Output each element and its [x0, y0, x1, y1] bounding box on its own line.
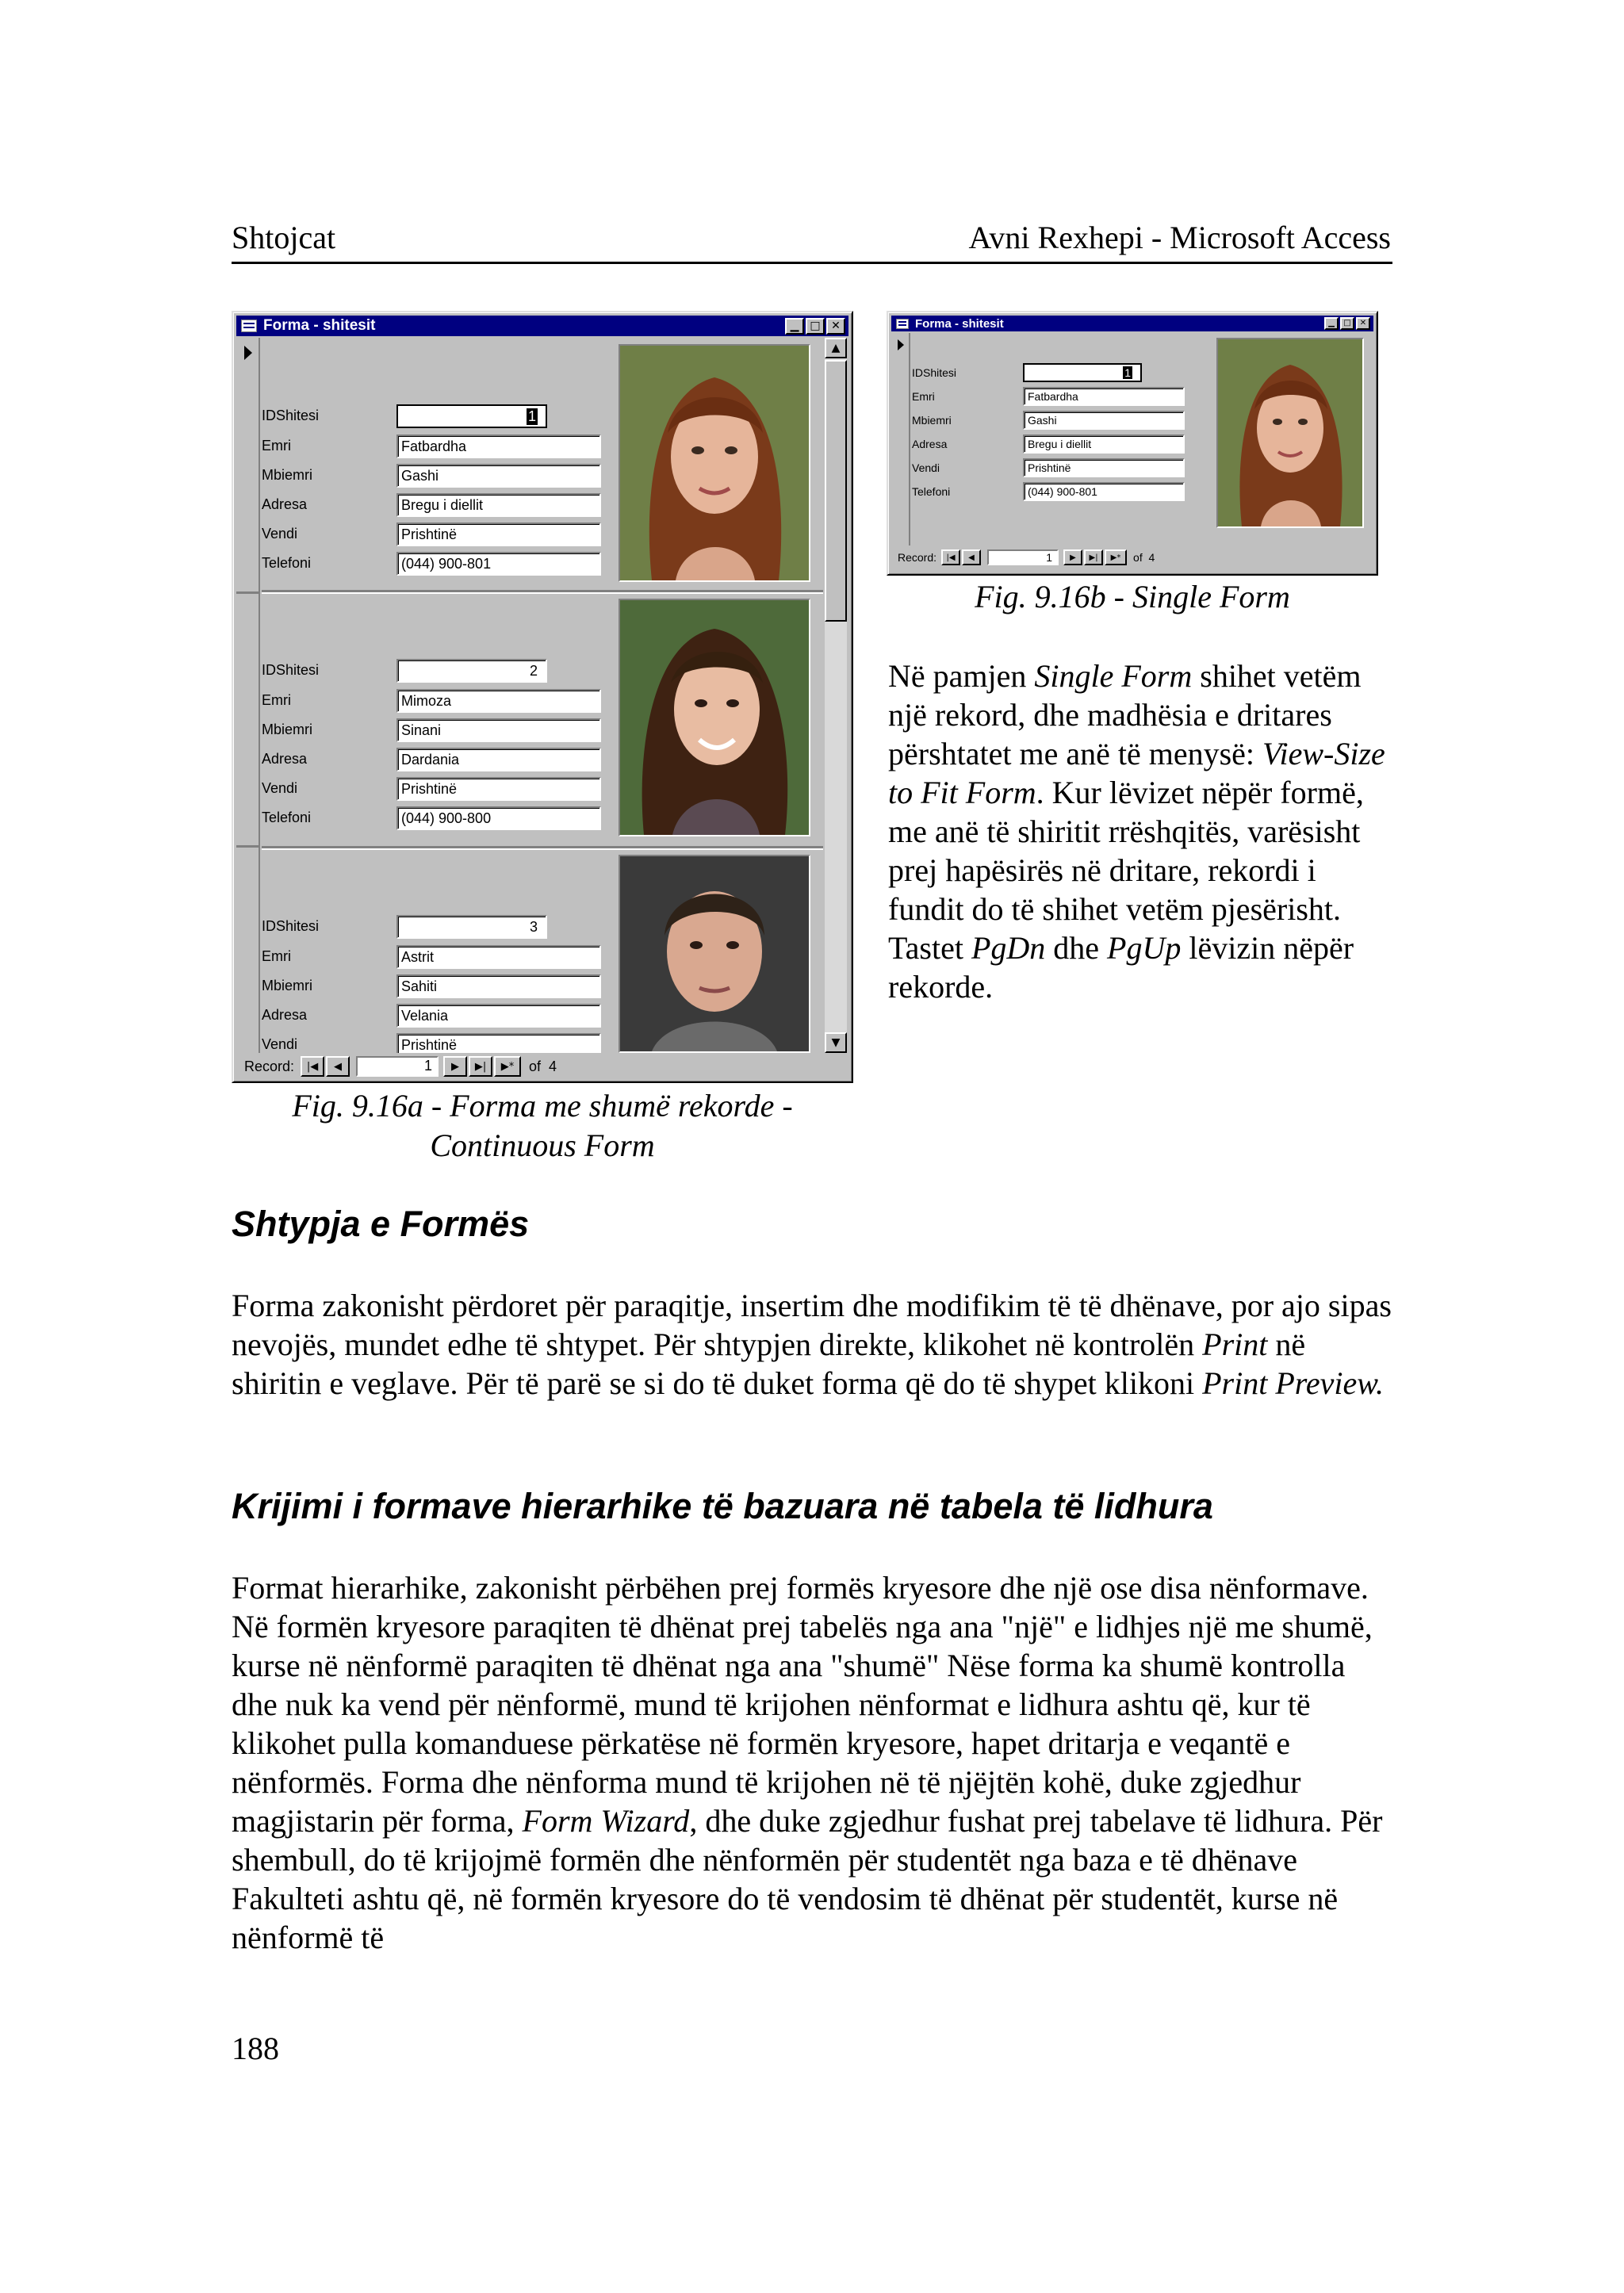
- vendi-field[interactable]: Prishtinë: [396, 523, 601, 546]
- label-adresa: Adresa: [262, 751, 308, 767]
- scroll-down-button[interactable]: ▼: [825, 1032, 847, 1053]
- telefoni-field[interactable]: (044) 900-801: [396, 552, 601, 576]
- label-telefoni: Telefoni: [262, 555, 312, 571]
- scroll-thumb[interactable]: [825, 360, 847, 622]
- label-emri: Emri: [262, 692, 291, 708]
- hierarchical-forms-paragraph: Format hierarhike, zakonisht përbëhen prej formës kryesore dhe një ose disa nënformave. Në formën kryesore paraqiten të dhënat prej tabelës nga ana "një" e lidhjes një me shumë, kurse në nënformë paraqiten të dhënat nga ana "shumë" Nëse forma ka shumë kontrolla dhe nuk ka vend për nënformë, mund të krijohen nënformat e lidhura ashtu që, kur të klikohet pulla komanduese përkatëse në formën kryesore, hapet dritarja e veqantë e nënformës. Forma dhe nënforma mund të krijohen në të njëjtën kohë, duke zgjedhur magjistarin për forma, Form Wizard, dhe duke zgjedhur fushat prej tabelave të lidhura. Për shembull, do të krijojmë formën dhe nënformën për studentët nga baza e të dhënave Fakulteti ashtu që, në formën kryesore do të vendosim të dhënat për studentët, kurse në nënformë të: [232, 1570, 1383, 1955]
- record-2: [262, 594, 823, 848]
- mbiemri-field[interactable]: Gashi: [396, 464, 601, 488]
- close-button[interactable]: ✕: [826, 318, 845, 335]
- idshitesi-field[interactable]: 2: [396, 659, 547, 683]
- section-heading-hierarchical-forms: Krijimi i formave hierarhike të bazuara në tabela të lidhura: [232, 1486, 1213, 1526]
- last-record-button[interactable]: ▶|: [1084, 549, 1103, 565]
- record-number-input[interactable]: 1: [356, 1056, 439, 1077]
- record-number-input[interactable]: 1: [987, 549, 1059, 565]
- record-1: [262, 338, 823, 591]
- label-emri: Emri: [262, 948, 291, 964]
- label-emri: Emri: [262, 438, 291, 454]
- next-record-button[interactable]: ▶: [1063, 549, 1082, 565]
- label-emri: Emri: [912, 390, 935, 403]
- section-heading-print: Shtypja e Formës: [232, 1204, 530, 1244]
- portrait-image: [620, 600, 809, 835]
- adresa-field[interactable]: Dardania: [396, 748, 601, 771]
- previous-record-button[interactable]: ◀: [962, 549, 981, 565]
- vendi-field[interactable]: Prishtinë: [396, 1033, 601, 1053]
- new-record-button[interactable]: ▶*: [1105, 549, 1127, 565]
- next-record-button[interactable]: ▶: [443, 1056, 467, 1077]
- current-record-arrow-icon: [244, 346, 252, 360]
- figure-caption-a: [232, 1086, 853, 1166]
- photo-field: [1216, 338, 1364, 528]
- telefoni-field[interactable]: (044) 900-800: [396, 806, 601, 830]
- adresa-field[interactable]: Bregu i diellit: [1023, 434, 1185, 454]
- vendi-field[interactable]: Prishtinë: [396, 777, 601, 801]
- first-record-button[interactable]: |◀: [941, 549, 960, 565]
- mbiemri-field[interactable]: Sinani: [396, 718, 601, 742]
- single-form-paragraph: Në pamjen Single Form shihet vetëm një rekord, dhe madhësia e dritares përshtatet me anë të menysë: View-Size to Fit Form. Kur lëvizet nëpër formë, me anë të shiritit rrëshqitës, varësisht prej hapësirës në dritare, rekordi i fundit do të shihet vetëm pjesërisht. Tastet PgDn dhe PgUp lëvizin nëpër rekorde.: [888, 658, 1385, 1005]
- label-mbiemri: Mbiemri: [912, 414, 952, 427]
- adresa-field[interactable]: Bregu i diellit: [396, 493, 601, 517]
- scroll-up-button[interactable]: ▲: [825, 338, 847, 358]
- page-number: 188: [232, 2031, 279, 2066]
- print-paragraph: Forma zakonisht përdoret për paraqitje, insertim dhe modifikim të të dhënave, por ajo sipas nevojës, mundet edhe të shtypet. Për shtypjen direkte, klikohet në kontrolën Print në shiritin e veglave. Për të parë se si do të duket forma që do të shypet klikoni Print Preview.: [232, 1288, 1392, 1401]
- label-vendi: Vendi: [262, 1036, 298, 1052]
- idshitesi-field[interactable]: 3: [396, 915, 547, 939]
- maximize-button[interactable]: □: [806, 318, 825, 335]
- window-title-bar[interactable]: [891, 316, 1373, 331]
- window-title: Forma - shitesit: [915, 316, 1004, 331]
- label-mbiemri: Mbiemri: [262, 467, 313, 483]
- label-adresa: Adresa: [262, 496, 308, 512]
- emri-field[interactable]: Fatbardha: [396, 434, 601, 458]
- single-record: [912, 333, 1373, 545]
- minimize-button[interactable]: ▁: [785, 318, 804, 335]
- record-label: Record:: [898, 551, 937, 564]
- current-record-arrow-icon: [898, 339, 904, 350]
- new-record-button[interactable]: ▶*: [494, 1056, 521, 1077]
- idshitesi-field[interactable]: 1: [1023, 363, 1142, 382]
- first-record-button[interactable]: |◀: [301, 1056, 324, 1077]
- single-form-window: [887, 311, 1378, 576]
- record-navigation-bar: [891, 547, 1373, 568]
- emri-field[interactable]: Astrit: [396, 945, 601, 969]
- adresa-field[interactable]: Velania: [396, 1004, 601, 1028]
- records-area: [262, 338, 823, 1053]
- record-selector[interactable]: [236, 338, 260, 1053]
- label-idshitesi: IDShitesi: [262, 662, 320, 678]
- idshitesi-field[interactable]: 1: [396, 404, 547, 428]
- record-3: [262, 850, 823, 1053]
- portrait-image: [1218, 339, 1362, 526]
- label-telefoni: Telefoni: [262, 810, 312, 825]
- photo-field-2: [619, 599, 810, 836]
- caption-a-line-1: Fig. 9.16a - Forma me shumë rekorde -: [292, 1088, 793, 1124]
- label-telefoni: Telefoni: [912, 485, 951, 498]
- photo-field-3: [619, 855, 810, 1053]
- record-count: of 4: [529, 1058, 557, 1074]
- label-adresa: Adresa: [262, 1007, 308, 1023]
- label-mbiemri: Mbiemri: [262, 978, 313, 993]
- label-idshitesi: IDShitesi: [262, 408, 320, 423]
- emri-field[interactable]: Mimoza: [396, 689, 601, 713]
- running-header-right: Avni Rexhepi - Microsoft Access: [968, 220, 1391, 255]
- vendi-field[interactable]: Prishtinë: [1023, 458, 1185, 477]
- emri-field[interactable]: Fatbardha: [1023, 387, 1185, 406]
- header-rule: [232, 262, 1392, 264]
- maximize-button[interactable]: □: [1340, 317, 1354, 330]
- window-title: Forma - shitesit: [263, 317, 376, 334]
- running-header-left: Shtojcat: [232, 220, 336, 255]
- label-adresa: Adresa: [912, 438, 948, 450]
- vertical-scrollbar[interactable]: [825, 338, 847, 1053]
- caption-a-line-2: Continuous Form: [430, 1127, 655, 1163]
- form-icon: [241, 320, 257, 332]
- previous-record-button[interactable]: ◀: [326, 1056, 350, 1077]
- photo-field-1: [619, 344, 810, 582]
- form-icon: [896, 319, 909, 329]
- label-vendi: Vendi: [262, 780, 298, 796]
- label-idshitesi: IDShitesi: [262, 918, 320, 934]
- telefoni-field[interactable]: (044) 900-801: [1023, 482, 1185, 501]
- label-vendi: Vendi: [262, 526, 298, 542]
- record-navigation-bar: [236, 1055, 823, 1078]
- mbiemri-field[interactable]: Sahiti: [396, 974, 601, 998]
- close-button[interactable]: ✕: [1356, 317, 1370, 330]
- record-count: of 4: [1133, 551, 1155, 564]
- label-mbiemri: Mbiemri: [262, 722, 313, 737]
- record-label: Record:: [244, 1058, 295, 1074]
- portrait-image: [620, 346, 809, 580]
- portrait-image: [620, 856, 809, 1051]
- record-selector[interactable]: [891, 333, 910, 545]
- continuous-form-window: [232, 311, 853, 1083]
- window-title-bar[interactable]: [236, 316, 848, 336]
- minimize-button[interactable]: ▁: [1324, 317, 1339, 330]
- label-vendi: Vendi: [912, 461, 940, 474]
- label-idshitesi: IDShitesi: [912, 366, 957, 379]
- figure-caption-b: Fig. 9.16b - Single Form: [975, 579, 1290, 614]
- mbiemri-field[interactable]: Gashi: [1023, 411, 1185, 430]
- last-record-button[interactable]: ▶|: [469, 1056, 492, 1077]
